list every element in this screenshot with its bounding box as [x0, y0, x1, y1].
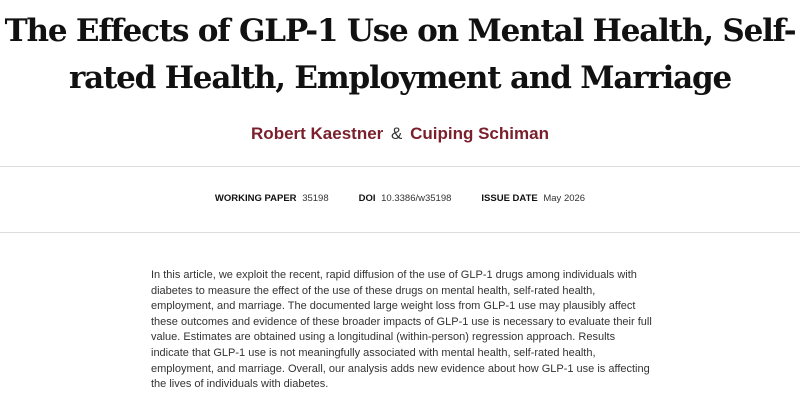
page-title: The Effects of GLP-1 Use on Mental Health, Self-rated Health, Employment and Marriage: [4, 13, 796, 96]
author-link-kaestner[interactable]: Robert Kaestner: [251, 124, 384, 143]
working-paper-label: WORKING PAPER: [214, 193, 297, 204]
doi-value: 10.3386/w35198: [381, 193, 452, 204]
issue-date-label: ISSUE DATE: [481, 193, 538, 204]
divider-top: [0, 166, 800, 167]
working-paper-value: 35198: [302, 193, 329, 204]
doi-label: DOI: [358, 193, 376, 204]
doi: [359, 193, 452, 204]
working-paper-number: [215, 193, 329, 204]
author-list: [0, 124, 800, 144]
issue-date: [481, 193, 585, 204]
author-separator: &: [391, 124, 403, 143]
abstract-text: In this article, we exploit the recent, rapid diffusion of the use of GLP-1 drugs among individuals with diabetes to measure the effect of the use of these drugs on mental health, self-rated health, employment, and marriage. The documented large weight loss from GLP-1 use may plausibly affect these outcomes and evidence of these broader impacts of GLP-1 use is necessary to evaluate their full value. Estimates are obtained using a longitudinal (within-person) regression approach. Results indicate that GLP-1 use is not meaningfully associated with mental health, self-rated health, employment, and marriage. Overall, our analysis adds new evidence about how GLP-1 use is affecting the lives of individuals with diabetes.: [151, 269, 652, 391]
divider-bottom: [0, 232, 800, 233]
paper-metadata: [0, 193, 800, 204]
author-link-schiman[interactable]: Cuiping Schiman: [410, 124, 549, 143]
issue-date-value: May 2026: [543, 193, 586, 204]
